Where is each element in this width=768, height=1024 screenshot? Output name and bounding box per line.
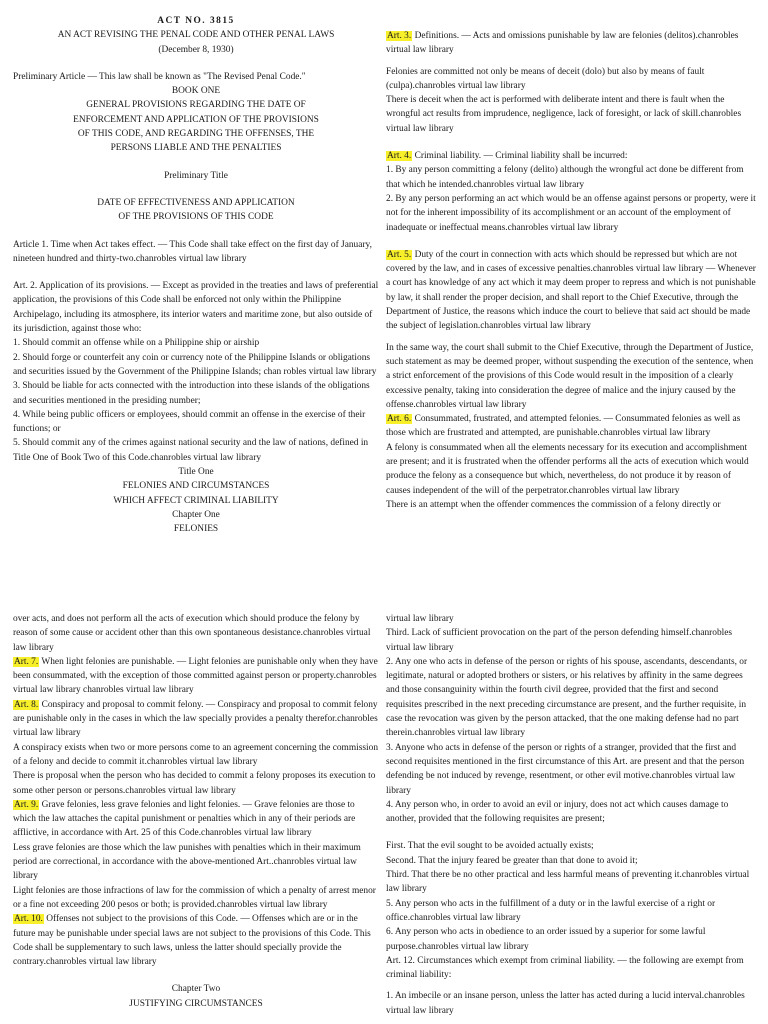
third-lack-provocation: Third. Lack of sufficient provocation on the part of the person defending himself.chanrobles virtual law library xyxy=(386,628,733,653)
page1-left-column xyxy=(13,14,379,537)
general-provisions-line-2: ENFORCEMENT AND APPLICATION OF THE PROVISIONS xyxy=(73,114,319,125)
justifying-item-4: 4. Any person who, in order to avoid an evil or injury, does not act which causes damage to another, provided that the following requisites are present; xyxy=(386,799,729,825)
page2-right-column xyxy=(386,612,756,1018)
preliminary-title: Preliminary Title xyxy=(164,170,228,181)
general-provisions-line-1: GENERAL PROVISIONS REGARDING THE DATE OF xyxy=(86,100,306,111)
page2-continuation: over acts, and does not perform all the acts of execution which should produce the felony by reason of some cause or accident other than this own spontaneous desistance.chanrobles virtual law library xyxy=(13,614,371,653)
article-8-para-2: A conspiracy exists when two or more persons come to an agreement concerning the commission of a felony and decide to commit it.chanrobles virtual law library xyxy=(13,742,379,767)
article-8-para-3: There is proposal when the person who has decided to commit a felony proposes its execution to some other person or persons.chanrobles virtual law library xyxy=(13,771,376,796)
article-5-label: Art. 5. xyxy=(387,249,412,260)
article-3-para-2: Felonies are committed not only be means of deceit (dolo) but also by means of fault (culpa).chanrobles virtual law library xyxy=(386,66,705,91)
act-date: (December 8, 1930) xyxy=(158,44,234,55)
article-4-item-2: 2. By any person performing an act which would be an offense against persons or property, were it not for the inherent impossibility of its accomplishment or an account of the employment of inadequate or ineffectual means.chanrobles virtual law library xyxy=(386,193,756,233)
article-4-text: Criminal liability. — Criminal liability shall be incurred: xyxy=(412,151,628,162)
article-6-para-2: A felony is consummated when all the elements necessary for its execution and accomplishment are present; and it is frustrated when the offender performs all the acts of execution which would produce the felony as a consequence but which, nevertheless, do not produce it by reason of causes independent of the will of the perpetrator.chanrobles virtual law library xyxy=(386,442,749,496)
article-9-para-3: Light felonies are those infractions of law for the commission of which a penalty of arrest menor or a fine not exceeding 200 pesos or both; is provided.chanrobles virtual law library xyxy=(13,885,376,910)
article-10-label: Art. 10. xyxy=(14,914,43,925)
justifying-item-3: 3. Anyone who acts in defense of the person or rights of a stranger, provided that the first and second requisites mentioned in the first circumstance of this Art. are present and that the person defending be not induced by revenge, resentment, or other evil motive.chanrobles virtual law library xyxy=(386,742,745,796)
article-10-text: Offenses not subject to the provisions of this Code. — Offenses which are or in the future may be punishable under special laws are not subject to the provisions of this Code. This Code shall be supplementary to such laws, unless the latter should specially provide the contrary.chanrobles virtual law library xyxy=(13,914,371,968)
article-7 xyxy=(13,655,379,698)
article-9-para-2: Less grave felonies are those which the law punishes with penalties which in their maximum period are correctional, in accordance with the above-mentioned Art..chanrobles virtual law library xyxy=(13,842,361,882)
chapter-two: Chapter Two xyxy=(171,984,221,995)
article-2-item-4: 4. While being public officers or employees, should commit an offense in the exercise of their functions; or xyxy=(13,409,366,435)
article-6-label: Art. 6. xyxy=(387,414,412,425)
article-2-item-5: 5. Should commit any of the crimes against national security and the law of nations, defined in Title One of Book Two of this Code.chanrobles virtual law library xyxy=(13,438,369,463)
article-3-text: Definitions. — Acts and omissions punishable by law are felonies (delitos).chanrobles virtual law library xyxy=(386,31,739,56)
general-provisions-line-3: OF THIS CODE, AND REGARDING THE OFFENSES, THE xyxy=(77,129,315,140)
article-7-label: Art. 7. xyxy=(14,656,39,667)
article-10 xyxy=(13,912,379,969)
justifying-circumstances: JUSTIFYING CIRCUMSTANCES xyxy=(129,998,263,1009)
date-effectiveness-line-1: DATE OF EFFECTIVENESS AND APPLICATION xyxy=(97,197,295,208)
article-6-para-3: There is an attempt when the offender commences the commission of a felony directly or xyxy=(386,499,721,510)
date-effectiveness-line-2: OF THE PROVISIONS OF THIS CODE xyxy=(118,212,274,223)
felonies-title: FELONIES xyxy=(173,524,219,535)
article-3-label: Art. 3. xyxy=(387,31,412,41)
requisite-first: First. That the evil sought to be avoided actually exists; xyxy=(386,841,594,852)
article-6-text: Consummated, frustrated, and attempted felonies. — Consummated felonies as well as those which are frustrated and attempted, are punishable.chanrobles virtual law library xyxy=(386,414,741,439)
act-number: ACT NO. 3815 xyxy=(157,16,235,26)
article-3 xyxy=(386,29,756,58)
article-2-item-3: 3. Should be liable for acts connected with the introduction into these islands of the obligations and securities mentioned in the presiding number; xyxy=(13,381,370,406)
article-12-item-1: 1. An imbecile or an insane person, unless the latter has acted during a lucid interval.chanrobles virtual law library xyxy=(386,991,745,1016)
article-5 xyxy=(386,248,756,334)
general-provisions-line-4: PERSONS LIABLE AND THE PENALTIES xyxy=(110,143,282,154)
article-8-label: Art. 8. xyxy=(14,699,39,710)
article-2-item-2: 2. Should forge or counterfeit any coin or currency note of the Philippine Islands or obligations and securities issued by the Government of the Philippine Islands; chan robles virtual law library xyxy=(13,352,377,377)
article-4 xyxy=(386,149,756,163)
article-5-text: Duty of the court in connection with acts which should be repressed but which are not covered by the law, and in cases of excessive penalties.chanrobles virtual law library — Whenever a court has knowledge of any act which it may deem proper to repress and which is not punishable by law, it shall render the proper decision, and shall report to the Chief Executive, through the Department of Justice, the reasons which induce the court to believe that said act should be made the subject of legislation.chanrobles virtual law library xyxy=(386,249,756,332)
article-9 xyxy=(13,798,379,841)
article-3-para-3: There is deceit when the act is performed with deliberate intent and there is fault when the wrongful act results from imprudence, negligence, lack of foresight, or lack of skill.chanrobles virtual law library xyxy=(386,95,742,134)
page2-right-continuation: virtual law library xyxy=(386,614,454,624)
article-4-item-1: 1. By any person committing a felony (delito) although the wrongful act done be different from that which he intended.chanrobles virtual law library xyxy=(386,165,744,190)
article-8 xyxy=(13,698,379,741)
article-9-text: Grave felonies, less grave felonies and light felonies. — Grave felonies are those to which the law attaches the capital punishment or penalties which in any of their periods are afflictive, in accordance with Art. 25 of this Code.chanrobles virtual law library xyxy=(13,799,356,839)
article-5-para-2: In the same way, the court shall submit to the Chief Executive, through the Department of Justice, such statement as may be deemed proper, without suspending the execution of the sentence, when a strict enforcement of the provisions of this Code would result in the imposition of a clearly excessive penalty, taking into consideration the degree of malice and the injury caused by the offense.chanrobles virtual law library xyxy=(386,342,754,410)
article-8-text: Conspiracy and proposal to commit felony. — Conspiracy and proposal to commit felony are punishable only in the cases in which the law specially provides a penalty therefor.chanrobles virtual law library xyxy=(13,699,378,739)
preliminary-article: Preliminary Article — This law shall be known as "The Revised Penal Code." xyxy=(13,71,306,82)
article-7-text: When light felonies are punishable. — Light felonies are punishable only when they have been consummated, with the exception of those committed against person or property.chanrobles virtual law library chanrobles virtual law library xyxy=(13,656,378,696)
justifying-item-2: 2. Any one who acts in defense of the person or rights of his spouse, ascendants, descendants, or legitimate, natural or adopted brothers or sisters, or his relatives by affinity in the same degrees and those consanguinity within the fourth civil degree, provided that the first and second requisites prescribed in the next preceding circumstance are present, and the further requisite, in case the revocation was given by the person attacked, that the one making defense had no part therein.chanrobles virtual law library xyxy=(386,656,748,739)
article-1: Article 1. Time when Act takes effect. — This Code shall take effect on the first day of January, nineteen hundred and thirty-two.chanrobles virtual law library xyxy=(13,239,372,264)
article-2-item-1: 1. Should commit an offense while on a Philippine ship or airship xyxy=(13,338,260,349)
page1-right-column xyxy=(386,29,756,512)
chapter-one: Chapter One xyxy=(172,509,220,520)
justifying-item-5: 5. Any person who acts in the fulfillment of a duty or in the lawful exercise of a right or office.chanrobles virtual law library xyxy=(386,898,716,923)
page2-left-column xyxy=(13,612,379,1011)
article-6 xyxy=(386,412,756,441)
title-one: Title One xyxy=(178,467,214,478)
book-one-heading: BOOK ONE xyxy=(171,86,221,97)
felonies-heading-line-1: FELONIES AND CIRCUMSTANCES xyxy=(122,481,270,492)
article-4-label: Art. 4. xyxy=(387,151,412,162)
requisite-third: Third. That there be no other practical and less harmful means of preventing it.chanrobles virtual law library xyxy=(386,870,750,895)
article-2: Art. 2. Application of its provisions. — Except as provided in the treaties and laws of preferential application, the provisions of this Code shall be enforced not only within the Philippine Archipelago, including its atmosphere, its interior waters and maritime zone, but also outside of its jurisdiction, against those who: xyxy=(13,281,379,335)
felonies-heading-line-2: WHICH AFFECT CRIMINAL LIABILITY xyxy=(113,495,279,506)
requisite-second: Second. That the injury feared be greater than that done to avoid it; xyxy=(386,855,638,866)
article-12: Art. 12. Circumstances which exempt from criminal liability. — the following are exempt from criminal liability: xyxy=(386,955,744,981)
act-title: AN ACT REVISING THE PENAL CODE AND OTHER PENAL LAWS xyxy=(57,30,335,41)
justifying-item-6: 6. Any person who acts in obedience to an order issued by a superior for some lawful purpose.chanrobles virtual law library xyxy=(386,927,706,952)
article-9-label: Art. 9. xyxy=(14,799,39,810)
